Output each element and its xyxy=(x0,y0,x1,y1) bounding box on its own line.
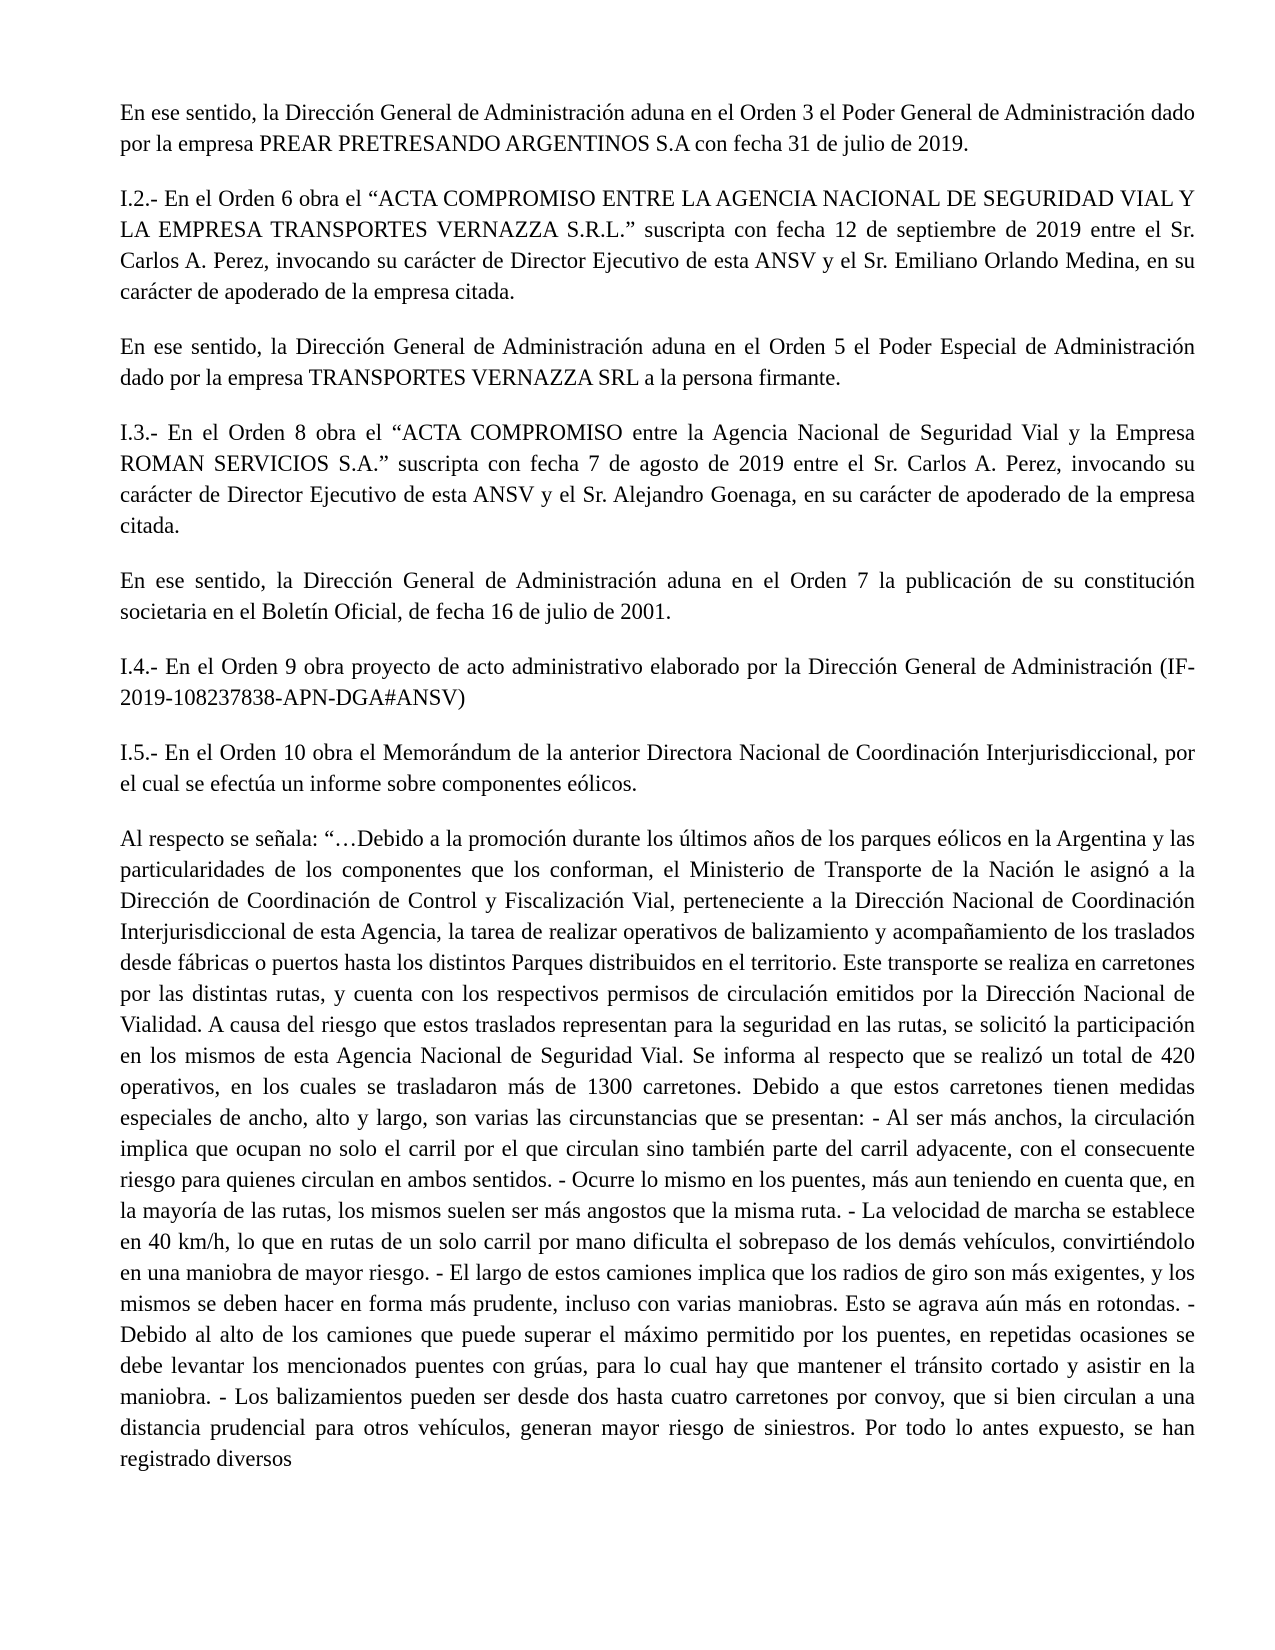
orden-5-poder-especial-paragraph: En ese sentido, la Dirección General de Administración aduna en el Orden 5 el Poder Especial de Administración dado por la empresa TRANSPORTES VERNAZZA SRL a la persona firmante. xyxy=(120,334,1195,390)
informe-componentes-eolicos-paragraph: Al respecto se señala: “…Debido a la promoción durante los últimos años de los parques eólicos en la Argentina y las particularidades de los componentes que los conforman, el Ministerio de Transporte de la Nación le asignó a la Dirección de Coordinación de Control y Fiscalización Vial, perteneciente a la Dirección Nacional de Coordinación Interjurisdiccional de esta Agencia, la tarea de realizar operativos de balizamiento y acompañamiento de los traslados desde fábricas o puertos hasta los distintos Parques distribuidos en el territorio. Este transporte se realiza en carretones por las distintas rutas, y cuenta con los respectivos permisos de circulación emitidos por la Dirección Nacional de Vialidad. A causa del riesgo que estos traslados representan para la seguridad en las rutas, se solicitó la participación en los mismos de esta Agencia Nacional de Seguridad Vial. Se informa al respecto que se realizó un total de 420 operativos, en los cuales se trasladaron más de 1300 carretones. Debido a que estos carretones tienen medidas especiales de ancho, alto y largo, son varias las circunstancias que se presentan: - Al ser más anchos, la circulación implica que ocupan no solo el carril por el que circulan sino también parte del carril adyacente, con el consecuente riesgo para quienes circulan en ambos sentidos. - Ocurre lo mismo en los puentes, más aun teniendo en cuenta que, en la mayoría de las rutas, los mismos suelen ser más angostos que la misma ruta. - La velocidad de marcha se establece en 40 km/h, lo que en rutas de un solo carril por mano dificulta el sobrepaso de los demás vehículos, convirtiéndolo en una maniobra de mayor riesgo. - El largo de estos camiones implica que los radios de giro son más exigentes, y los mismos se deben hacer en forma más prudente, incluso con varias maniobras. Esto se agrava aún más en rotondas. - Debido al alto de los camiones que puede superar el máximo permitido por los puentes, en repetidas ocasiones se debe levantar los mencionados puentes con grúas, para lo cual hay que mantener el tránsito cortado y asistir en la maniobra. - Los balizamientos pueden ser desde dos hasta cuatro carretones por convoy, que si bien circulan a una distancia prudencial para otros vehículos, generan mayor riesgo de siniestros. Por todo lo antes expuesto, se han registrado diversos xyxy=(120,826,1195,1471)
i5-memorandum-paragraph: I.5.- En el Orden 10 obra el Memorándum de la anterior Directora Nacional de Coordinación Interjurisdiccional, por el cual se efectúa un informe sobre componentes eólicos. xyxy=(120,740,1195,796)
i4-proyecto-acto-administrativo-paragraph: I.4.- En el Orden 9 obra proyecto de acto administrativo elaborado por la Dirección General de Administración (IF-2019-108237838-APN-DGA#ANSV) xyxy=(120,654,1195,710)
orden-7-boletin-oficial-paragraph: En ese sentido, la Dirección General de Administración aduna en el Orden 7 la publicación de su constitución societaria en el Boletín Oficial, de fecha 16 de julio de 2001. xyxy=(120,568,1195,624)
i3-acta-compromiso-roman-paragraph: I.3.- En el Orden 8 obra el “ACTA COMPROMISO entre la Agencia Nacional de Seguridad Vial y la Empresa ROMAN SERVICIOS S.A.” suscripta con fecha 7 de agosto de 2019 entre el Sr. Carlos A. Perez, invocando su carácter de Director Ejecutivo de esta ANSV y el Sr. Alejandro Goenaga, en su carácter de apoderado de la empresa citada. xyxy=(120,420,1195,538)
i2-acta-compromiso-vernazza-paragraph: I.2.- En el Orden 6 obra el “ACTA COMPROMISO ENTRE LA AGENCIA NACIONAL DE SEGURIDAD VIAL Y LA EMPRESA TRANSPORTES VERNAZZA S.R.L.” suscripta con fecha 12 de septiembre de 2019 entre el Sr. Carlos A. Perez, invocando su carácter de Director Ejecutivo de esta ANSV y el Sr. Emiliano Orlando Medina, en su carácter de apoderado de la empresa citada. xyxy=(120,186,1195,304)
orden-3-poder-general-paragraph: En ese sentido, la Dirección General de Administración aduna en el Orden 3 el Poder General de Administración dado por la empresa PREAR PRETRESANDO ARGENTINOS S.A con fecha 31 de julio de 2019. xyxy=(120,100,1195,156)
